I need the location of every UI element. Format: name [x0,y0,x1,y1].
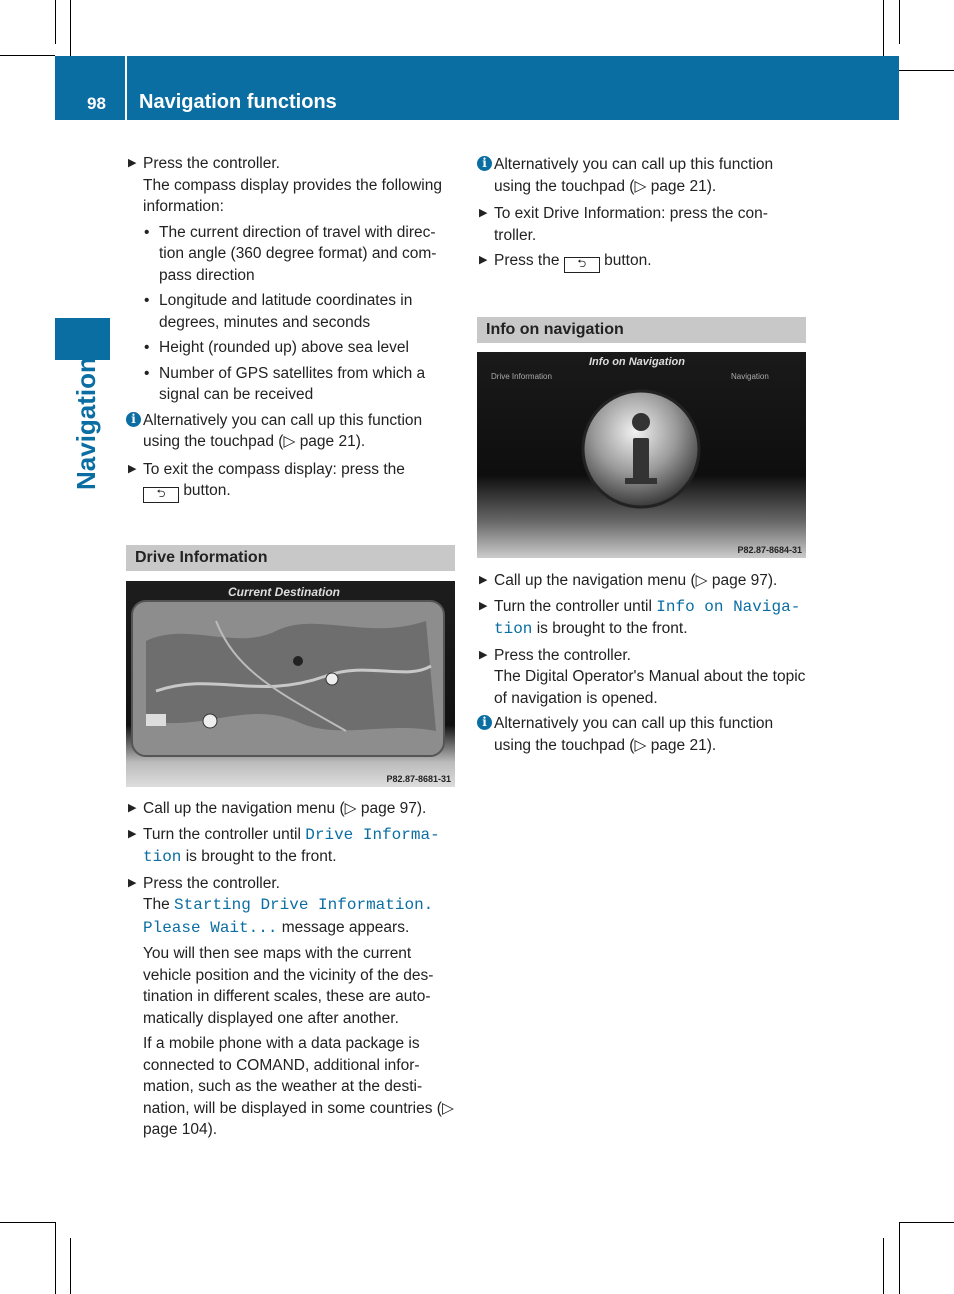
crop-mark [899,70,954,71]
bullet-item: • Height (rounded up) above sea level [144,339,409,356]
triangle-right-icon: ▶ [479,574,488,586]
step-item: ▶ To exit the compass display: press the ⮌ button. [126,459,458,504]
body-paragraph: If a mobile phone with a data package is connected to COMAND, additional infor- mation, such as the weather at the desti- nation, will be displayed in some countries (▷ page 104). [143,1035,454,1138]
step-item: ▶ Turn the controller until Info on Naviga- tion is brought to the front. [479,597,801,638]
crop-mark [55,1222,56,1294]
info-globe-image [477,352,806,558]
info-note: i Alternatively you can call up this function using the touchpad (▷ page 21). [126,410,458,453]
crop-mark [883,1238,884,1294]
triangle-right-icon: ▶ [128,802,137,814]
step-item: ▶ To exit Drive Information: press the con- troller. [479,205,768,244]
triangle-right-icon: ▶ [128,157,137,169]
page-title: Navigation functions [139,91,337,113]
bullet-item: • Longitude and latitude coordinates in degrees, minutes and seconds [144,292,413,331]
sidebar-label: Navigation [71,357,101,490]
sidebar-tab [55,318,110,360]
bullet-item: • Number of GPS satellites from which a signal can be received [144,364,426,403]
step-item: ▶ Press the controller. The Digital Operator's Manual about the topic of navigation is opened. [479,646,806,707]
screenshot-title: Current Destination [228,585,341,599]
figure-code: P82.87-8681-31 [386,774,451,784]
page-number: 98 [87,94,106,113]
body-paragraph: You will then see maps with the current vehicle position and the vicinity of the des- tination in different scales, these are auto- matically displayed one after another. [143,945,434,1027]
figure-code: P82.87-8684-31 [737,545,802,555]
back-button-icon: ⮌ [564,257,600,273]
triangle-right-icon: ▶ [479,648,488,661]
info-icon: i [126,412,141,427]
header-divider [125,56,127,120]
screenshot-title: Info on Navigation [589,356,685,368]
triangle-right-icon: ▶ [128,827,137,840]
crop-mark [0,1222,55,1223]
back-button-icon: ⮌ [143,487,179,503]
section-title-drive-information: Drive Information [126,545,455,571]
crop-mark [883,0,884,56]
info-icon: i [477,715,492,730]
info-note: i Alternatively you can call up this function using the touchpad (▷ page 21). [477,713,809,756]
triangle-right-icon: ▶ [128,462,137,475]
step-item: ▶ Call up the navigation menu (▷ page 97). [477,570,809,592]
triangle-right-icon: ▶ [479,207,488,219]
step-item: ▶ Press the controller. The compass display provides the following information: [128,155,442,215]
bullet-item: • The current direction of travel with direc- tion angle (360 degree format) and com- pass direction [144,223,437,284]
info-on-navigation-screenshot [477,352,806,558]
left-column [126,153,458,507]
page-header [55,56,899,120]
left-column-lower [126,798,458,1141]
step-item: ▶ Press the controller. The Starting Drive Information. Please Wait... message appears. [128,874,434,937]
map-image [126,581,455,787]
section-title-info-on-navigation: Info on navigation [477,317,806,343]
crop-mark [899,1222,954,1223]
crop-mark [899,0,900,44]
step-item: ▶ Press the ⮌ button. [477,250,809,273]
triangle-right-icon: ▶ [479,254,488,266]
crop-mark [0,55,55,56]
crop-mark [899,1222,900,1294]
right-column [477,154,809,277]
info-icon: i [477,156,492,171]
crop-mark [70,0,71,56]
triangle-right-icon: ▶ [479,599,488,612]
triangle-right-icon: ▶ [128,876,137,889]
step-item: ▶ Call up the navigation menu (▷ page 97). [126,798,458,820]
crop-mark [55,0,56,44]
step-item: ▶ Turn the controller until Drive Informa- tion is brought to the front. [128,825,440,866]
info-note: i Alternatively you can call up this function using the touchpad (▷ page 21). [477,154,809,197]
screenshot-menu-left: Drive Information [491,372,552,381]
crop-mark [70,1238,71,1294]
screenshot-menu-right: Navigation [731,372,769,381]
drive-information-screenshot [126,581,455,787]
right-column-lower [477,570,809,762]
